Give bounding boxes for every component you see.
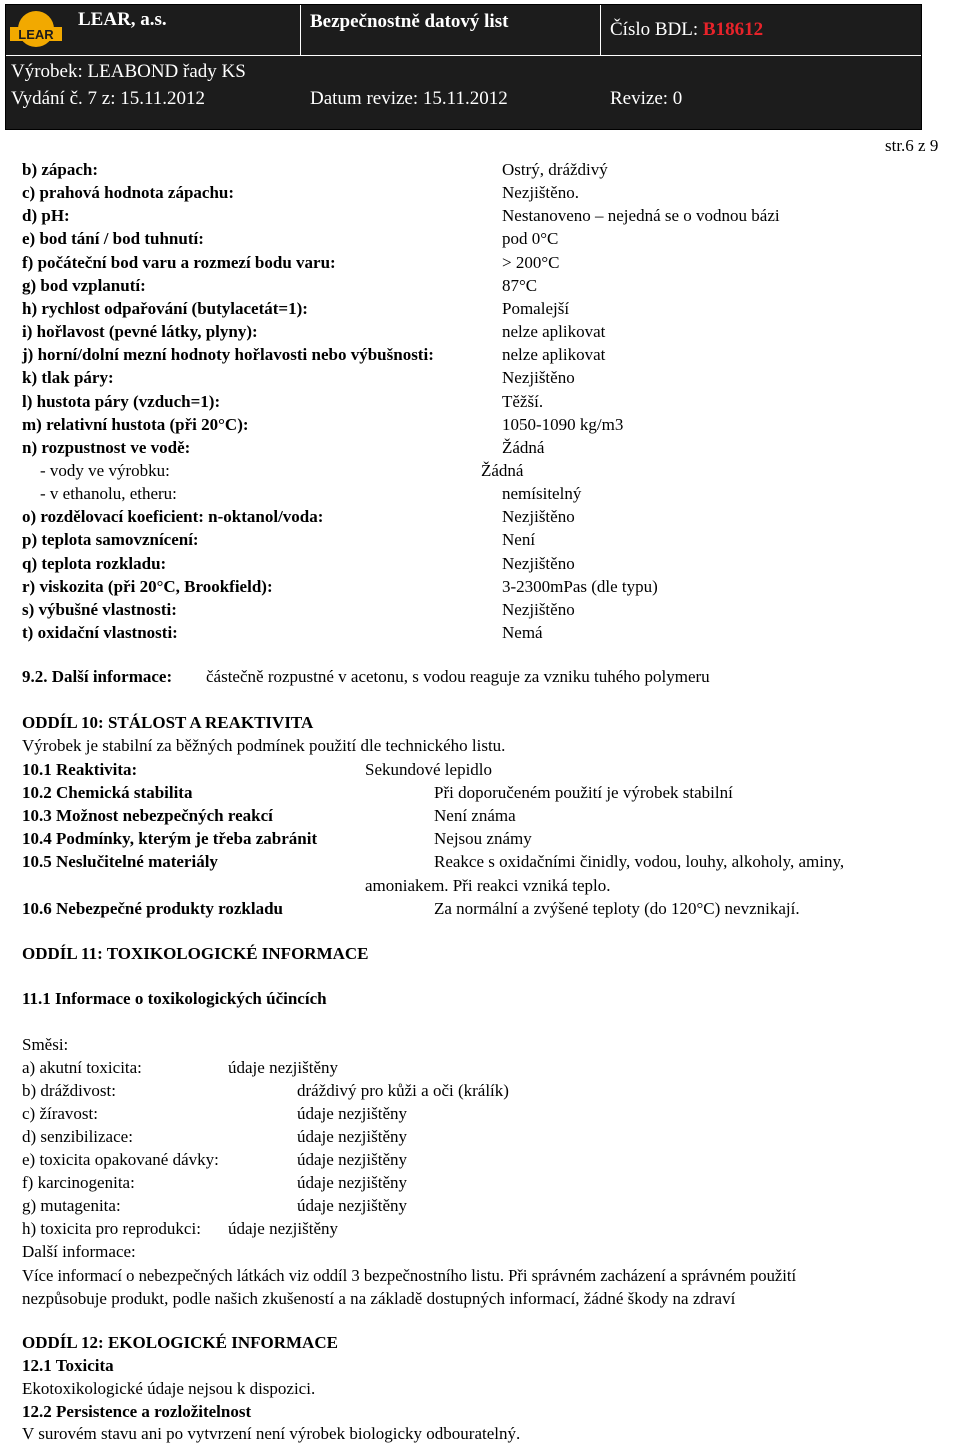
tox-c-value: údaje nezjištěny <box>297 1104 407 1123</box>
tox-h-label: h) toxicita pro reprodukci: <box>22 1219 201 1238</box>
tox-e-label: e) toxicita opakované dávky: <box>22 1150 219 1169</box>
logo-text: LEAR <box>18 27 54 42</box>
property-value: Žádná <box>481 461 524 480</box>
issue-date: Vydání č. 7 z: 15.11.2012 <box>11 88 206 109</box>
decomposition-label: 10.6 Nebezpečné produkty rozkladu <box>22 899 284 918</box>
property-label: c) prahová hodnota zápachu: <box>22 183 235 202</box>
tox-more-line2: nezpůsobuje produkt, podle našich zkušeností a na základě dostupných informací, žádné škody na zdraví <box>22 1289 736 1308</box>
bdl-number: Číslo BDL: B18612 <box>610 19 764 40</box>
property-value: Žádná <box>502 438 545 457</box>
property-value: Nezjištěno <box>502 600 575 619</box>
property-value: > 200°C <box>502 253 560 272</box>
tox-f-value: údaje nezjištěny <box>297 1173 407 1192</box>
reactivity-value: Sekundové lepidlo <box>365 760 493 779</box>
section10-intro: Výrobek je stabilní za běžných podmínek použití dle technického listu. <box>22 736 506 755</box>
incompatible-value-cont: amoniakem. Při reakci vzniká teplo. <box>365 876 611 895</box>
tox-more-label: Další informace: <box>22 1242 136 1261</box>
property-value: nelze aplikovat <box>502 345 606 364</box>
persistence-heading: 12.2 Persistence a rozložitelnost <box>22 1402 252 1421</box>
property-label: o) rozdělovací koeficient: n-oktanol/voda: <box>22 507 324 526</box>
tox-e-value: údaje nezjištěny <box>297 1150 407 1169</box>
property-label: b) zápach: <box>22 160 99 179</box>
property-label: j) horní/dolní mezní hodnoty hořlavosti nebo výbušnosti: <box>22 345 434 364</box>
property-value: Těžší. <box>502 392 544 411</box>
property-value: nemísitelný <box>502 484 582 503</box>
property-label: r) viskozita (při 20°C, Brookfield): <box>22 577 273 596</box>
property-value: pod 0°C <box>502 229 559 248</box>
property-label: h) rychlost odpařování (butylacetát=1): <box>22 299 308 318</box>
property-label: f) počáteční bod varu a rozmezí bodu varu: <box>22 253 336 272</box>
section11-subtitle: 11.1 Informace o toxikologických účincích <box>22 989 327 1008</box>
hazardous-reactions-value: Není známa <box>434 806 516 825</box>
property-value: 1050-1090 kg/m3 <box>502 415 624 434</box>
tox-h-value: údaje nezjištěny <box>228 1219 338 1238</box>
property-label: l) hustota páry (vzduch=1): <box>22 392 221 411</box>
property-label: - vody ve výrobku: <box>40 461 170 480</box>
page-number: str.6 z 9 <box>885 136 939 155</box>
stability-value: Při doporučeném použití je výrobek stabilní <box>434 783 733 802</box>
tox-a-value: údaje nezjištěny <box>228 1058 338 1077</box>
tox-d-value: údaje nezjištěny <box>297 1127 407 1146</box>
property-label: d) pH: <box>22 206 70 225</box>
header-divider <box>300 5 301 55</box>
tox-g-label: g) mutagenita: <box>22 1196 121 1215</box>
property-label: s) výbušné vlastnosti: <box>22 600 177 619</box>
revision-number: Revize: 0 <box>610 88 683 109</box>
decomposition-value: Za normální a zvýšené teploty (do 120°C) nevznikají. <box>434 899 800 918</box>
header-divider <box>600 5 601 55</box>
property-value: Není <box>502 530 536 549</box>
property-value: 3-2300mPas (dle typu) <box>502 577 658 596</box>
info92-label: 9.2. Další informace: <box>22 667 173 686</box>
property-label: t) oxidační vlastnosti: <box>22 623 178 642</box>
persistence-text: V surovém stavu ani po vytvrzení není výrobek biologicky odbouratelný. <box>22 1424 521 1443</box>
property-value: nelze aplikovat <box>502 322 606 341</box>
tox-more-line1: Více informací o nebezpečných látkách viz oddíl 3 bezpečnostního listu. Při správném zacházení a správném použití <box>22 1266 797 1285</box>
reactivity-label: 10.1 Reaktivita: <box>22 760 138 779</box>
property-value: Pomalejší <box>502 299 570 318</box>
tox-f-label: f) karcinogenita: <box>22 1173 135 1192</box>
header-separator <box>6 55 921 56</box>
tox-d-label: d) senzibilizace: <box>22 1127 133 1146</box>
property-value: Nemá <box>502 623 543 642</box>
property-value: Nezjištěno. <box>502 183 579 202</box>
property-label: m) relativní hustota (při 20°C): <box>22 415 249 434</box>
product-name: Výrobek: LEABOND řady KS <box>11 61 246 82</box>
conditions-value: Nejsou známy <box>434 829 532 848</box>
property-value: 87°C <box>502 276 538 295</box>
property-label: n) rozpustnost ve vodě: <box>22 438 191 457</box>
tox-b-label: b) dráždivost: <box>22 1081 116 1100</box>
hazardous-reactions-label: 10.3 Možnost nebezpečných reakcí <box>22 806 273 825</box>
toxicity-heading: 12.1 Toxicita <box>22 1356 114 1375</box>
tox-b-value: dráždivý pro kůži a oči (králík) <box>297 1081 509 1100</box>
property-value: Nestanoveno – nejedná se o vodnou bázi <box>502 206 780 225</box>
toxicity-text: Ekotoxikologické údaje nejsou k dispozici. <box>22 1379 316 1398</box>
conditions-label: 10.4 Podmínky, kterým je třeba zabránit <box>22 829 318 848</box>
stability-label: 10.2 Chemická stabilita <box>22 783 193 802</box>
revision-date: Datum revize: 15.11.2012 <box>310 88 508 109</box>
company-name: LEAR, a.s. <box>78 9 167 30</box>
property-label: e) bod tání / bod tuhnutí: <box>22 229 204 248</box>
property-label: q) teplota rozkladu: <box>22 554 167 573</box>
mixtures-label: Směsi: <box>22 1035 69 1054</box>
tox-a-label: a) akutní toxicita: <box>22 1058 142 1077</box>
info92-value: částečně rozpustné v acetonu, s vodou reaguje za vzniku tuhého polymeru <box>206 667 710 686</box>
document-title: Bezpečnostně datový list <box>310 11 509 32</box>
section11-title: ODDÍL 11: TOXIKOLOGICKÉ INFORMACE <box>22 944 369 963</box>
incompatible-label: 10.5 Neslučitelné materiály <box>22 852 218 871</box>
document-header <box>5 4 922 130</box>
property-label: k) tlak páry: <box>22 368 114 387</box>
lear-logo <box>10 9 62 51</box>
section12-title: ODDÍL 12: EKOLOGICKÉ INFORMACE <box>22 1333 338 1352</box>
section10-title: ODDÍL 10: STÁLOST A REAKTIVITA <box>22 713 314 732</box>
tox-g-value: údaje nezjištěny <box>297 1196 407 1215</box>
property-label: i) hořlavost (pevné látky, plyny): <box>22 322 258 341</box>
property-value: Nezjištěno <box>502 368 575 387</box>
property-value: Nezjištěno <box>502 507 575 526</box>
property-value: Ostrý, dráždivý <box>502 160 608 179</box>
property-label: g) bod vzplanutí: <box>22 276 146 295</box>
property-label: p) teplota samovznícení: <box>22 530 199 549</box>
property-value: Nezjištěno <box>502 554 575 573</box>
property-label: - v ethanolu, etheru: <box>40 484 177 503</box>
incompatible-value: Reakce s oxidačními činidly, vodou, louhy, alkoholy, aminy, <box>434 852 845 871</box>
tox-c-label: c) žíravost: <box>22 1104 98 1123</box>
